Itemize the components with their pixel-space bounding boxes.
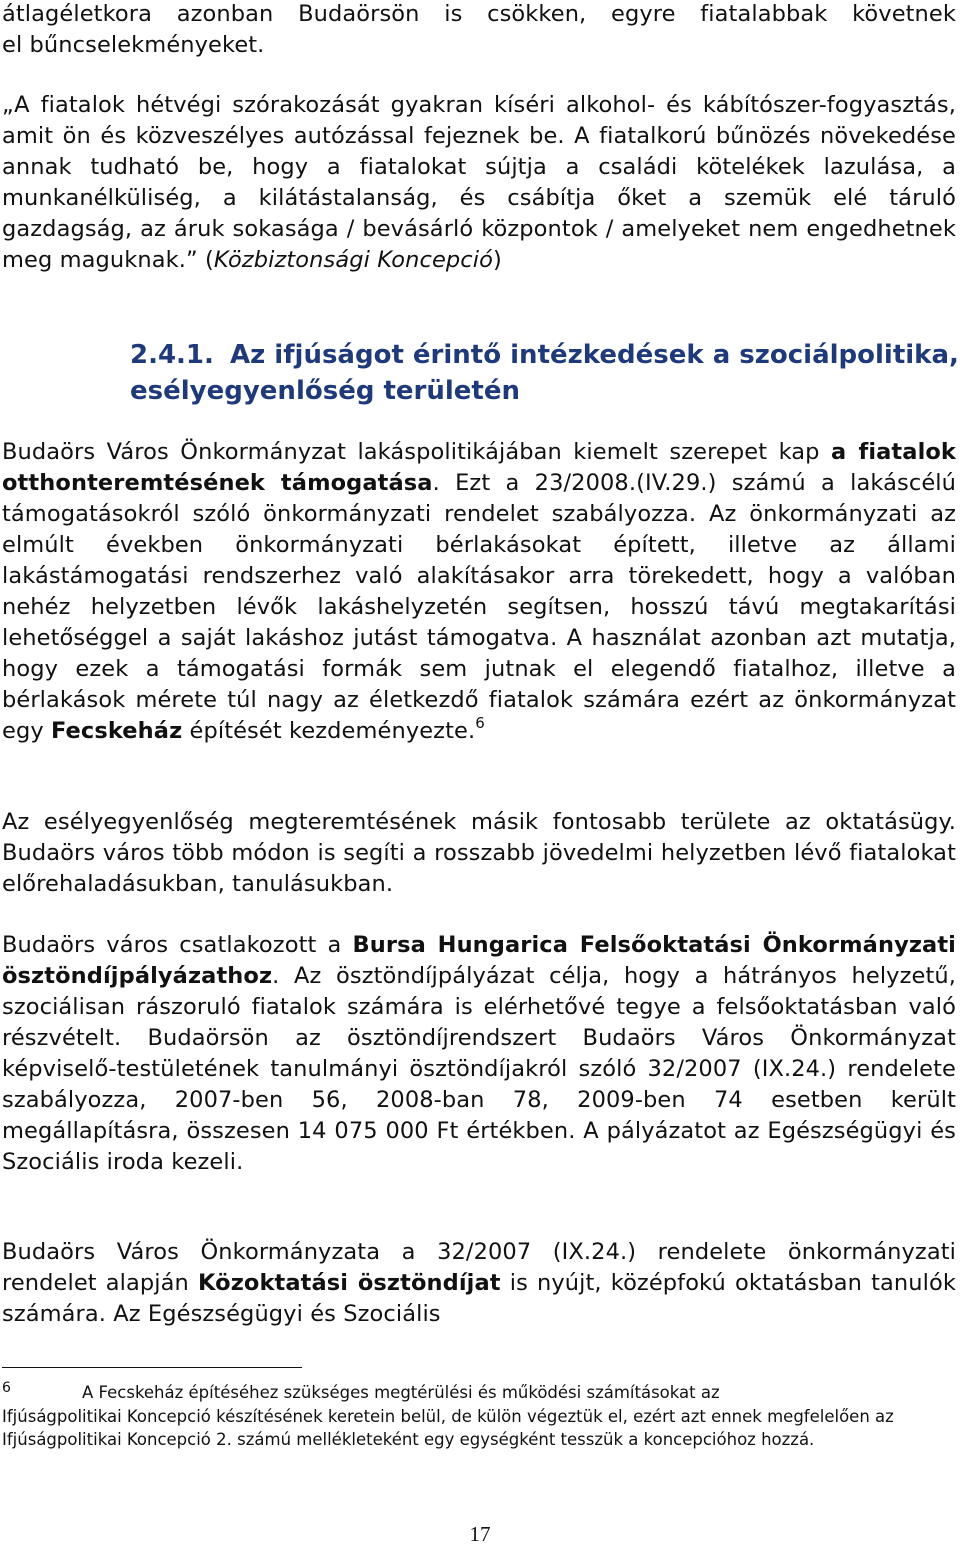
paragraph-intro (2, 0, 956, 61)
section-number: 2.4.1. (130, 340, 214, 370)
section-title-line2: esélyegyenlőség területén (130, 376, 520, 406)
paragraph-intro-line1: átlagéletkora azonban Budaörsön is csökken, egyre fiatalabbak követnek (2, 1, 956, 27)
paragraph-intro-line2: el bűncselekményeket. (2, 32, 265, 58)
scholarship-text-a: Budaörs város csatlakozott a (2, 932, 353, 958)
footnote-number: 6 (2, 1380, 11, 1396)
education-paragraph: Az esélyegyenlőség megteremtésének másik fontosabb területe az oktatásügy. Budaörs város több módon is segíti a rosszabb jövedelmi helyzetben lévő fiatalokat előrehaladásukban, tanulásukban. (2, 809, 956, 897)
scholarship-text-c: . Az ösztöndíjpályázat célja, hogy a hátrányos helyzetű, szociálisan rászoruló fiatalok számára is elérhetővé tegye a felsőoktatásban való részvételt. Budaörsön az ösztöndíjrendszert Budaörs Város Önkormányzat képviselő-testületének tanulmányi ösztöndíjakról szóló 32/2007 (IX.24.) rendelete szabályozza, 2007-ben 56, 2008-ban 78, 2009-ben 74 esetben került megállapításra, összesen 14 075 000 Ft értékben. A pályázatot az Egészségügyi és Szociális iroda kezeli. (2, 963, 956, 1175)
public-education-paragraph (2, 1237, 956, 1330)
footnote-text: Ifjúságpolitikai Koncepció készítésének keretein belül, de külön végeztük el, ezért azt ennek megfelelően az Ifjúságpolitikai Koncepció 2. számú mellékleteként egy egységként tesszük a koncepcióhoz hozzá. (2, 1406, 894, 1449)
housing-text-a: Budaörs Város Önkormányzat lakáspolitikájában kiemelt szerepet kap (2, 439, 832, 465)
section-title-line1: Az ifjúságot érintő intézkedések a szociálpolitika, (230, 340, 959, 370)
bursa-hungarica-term: Bursa Hungarica Felsőoktatási Önkormányzati ösztöndíjpályázathoz (2, 932, 956, 989)
footnote-line1: A Fecskeház építéséhez szükséges megtérülési és működési számításokat az (82, 1383, 720, 1402)
quote-text: „A fiatalok hétvégi szórakozását gyakran kíséri alkohol- és kábítószer-fogyasztás, amit ön és közveszélyes autózással fejeznek be. A fiatalkorú bűnözés növekedése annak tudható be, hogy a fiatalokat sújtja a családi kötelékek lazulása, a munkanélküliség, a kilátástalanság, és csábítja őket a szemük elé táruló gazdagság, az áruk sokasága / bevásárló központok / amelyeket nem engedhetnek meg maguknak.” ( (2, 92, 956, 273)
public-education-term: Közoktatási ösztöndíjat (198, 1270, 501, 1296)
housing-emphasis: a fiatalok otthonteremtésének támogatása (2, 439, 956, 496)
quote-paragraph (2, 90, 956, 276)
public-education-text-c: is nyújt, középfokú oktatásban tanulók számára. Az Egészségügyi és Szociális (2, 1270, 956, 1327)
housing-text-c: . Ezt a 23/2008.(IV.29.) számú a lakáscélú támogatásokról szóló önkormányzati rendelet szabályozza. Az önkormányzati az elmúlt években önkormányzati bérlakásokat épített, illetve az állami lakástámogatási rendszerhez való alakításakor arra törekedett, hogy a valóban nehéz helyzetben lévők lakáshelyzetén segítsen, hosszú távú megtakarítási lehetőséggel a saját lakáshoz jutást támogatva. A használat azonban azt mutatja, hogy ezek a támogatási formák sem jutnak el elegendő fiatalhoz, illetve a bérlakások mérete túl nagy az életkezdő fiatalok számára ezért az önkormányzat egy (2, 470, 956, 744)
footnote-divider (2, 1367, 302, 1368)
quote-source: Közbiztonsági Koncepció (213, 247, 493, 273)
scholarship-paragraph (2, 930, 956, 1178)
fecskehaz-term: Fecskeház (51, 718, 183, 744)
footnote-reference: 6 (475, 714, 485, 732)
public-education-text-a: Budaörs Város Önkormányzata a 32/2007 (IX.24.) rendelete önkormányzati rendelet alapján (2, 1239, 956, 1296)
housing-text-e: építését kezdeményezte. (182, 718, 476, 744)
page-number: 17 (469, 1522, 491, 1546)
footnote (2, 1381, 922, 1452)
quote-source-close: ) (492, 247, 502, 273)
housing-paragraph (2, 437, 956, 747)
